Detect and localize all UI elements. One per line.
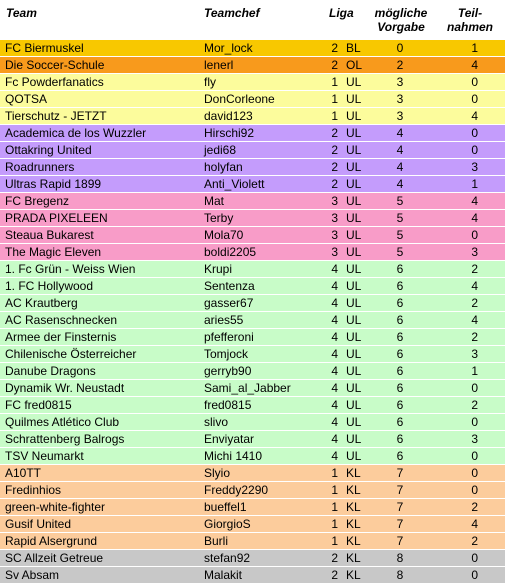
vorgabe-cell: 4 (396, 143, 404, 157)
teamchef-cell: bueffel1 (204, 500, 247, 514)
table-body (0, 40, 505, 584)
teilnahmen-cell: 2 (471, 296, 478, 310)
liga-type-cell: KL (346, 534, 361, 548)
liga-type-cell: UL (346, 279, 362, 293)
team-cell: Steaua Bukarest (5, 228, 94, 242)
teilnahmen-cell: 3 (471, 245, 478, 259)
liga-cell: 1 (331, 75, 338, 89)
table-row (0, 91, 505, 108)
liga-type-cell: UL (346, 194, 362, 208)
team-cell: Quilmes Atlético Club (5, 415, 120, 429)
liga-cell: 4 (331, 398, 338, 412)
teamchef-cell: holyfan (204, 160, 243, 174)
liga-cell: 4 (331, 279, 338, 293)
table-header (0, 0, 505, 40)
teilnahmen-cell: 0 (471, 551, 478, 565)
teamchef-cell: Malakit (204, 568, 243, 582)
liga-cell: 3 (331, 211, 338, 225)
team-cell: Ultras Rapid 1899 (5, 177, 102, 191)
teilnahmen-cell: 0 (471, 466, 478, 480)
team-cell: A10TT (5, 466, 42, 480)
vorgabe-cell: 6 (396, 330, 404, 344)
vorgabe-cell: 3 (396, 75, 404, 89)
header-teilnahmen: Teil- nahmen (446, 6, 493, 34)
liga-type-cell: KL (346, 483, 361, 497)
table-row (0, 363, 505, 380)
liga-cell: 3 (331, 194, 338, 208)
teilnahmen-cell: 0 (471, 92, 478, 106)
teamchef-cell: Slyio (204, 466, 231, 480)
table-row (0, 193, 505, 210)
teamchef-cell: gasser67 (204, 296, 254, 310)
table-row (0, 499, 505, 516)
teamchef-cell: boldi2205 (204, 245, 257, 259)
team-cell: 1. Fc Grün - Weiss Wien (5, 262, 136, 276)
teamchef-cell: Tomjock (204, 347, 249, 361)
liga-type-cell: UL (346, 92, 362, 106)
liga-cell: 4 (331, 364, 338, 378)
liga-type-cell: BL (346, 41, 361, 55)
vorgabe-cell: 5 (396, 245, 404, 259)
vorgabe-cell: 6 (396, 381, 404, 395)
teilnahmen-cell: 0 (471, 449, 478, 463)
teilnahmen-cell: 0 (471, 126, 478, 140)
teamchef-cell: Michi 1410 (204, 449, 263, 463)
liga-cell: 4 (331, 347, 338, 361)
liga-type-cell: UL (346, 245, 362, 259)
liga-cell: 2 (331, 143, 338, 157)
teamchef-cell: Mat (204, 194, 225, 208)
liga-cell: 4 (331, 296, 338, 310)
liga-type-cell: KL (346, 551, 361, 565)
teamchef-cell: jedi68 (204, 143, 237, 157)
liga-type-cell: UL (346, 449, 362, 463)
vorgabe-cell: 7 (396, 534, 404, 548)
teilnahmen-cell: 2 (471, 262, 478, 276)
teamchef-cell: DonCorleone (204, 92, 275, 106)
liga-type-cell: KL (346, 568, 361, 582)
teilnahmen-cell: 4 (471, 211, 478, 225)
vorgabe-cell: 5 (396, 211, 404, 225)
team-cell: Danube Dragons (5, 364, 96, 378)
teamchef-cell: GiorgioS (204, 517, 251, 531)
liga-cell: 4 (331, 262, 338, 276)
teilnahmen-cell: 0 (471, 143, 478, 157)
liga-type-cell: UL (346, 330, 362, 344)
teamchef-cell: Sami_al_Jabber (204, 381, 291, 395)
team-cell: TSV Neumarkt (5, 449, 84, 463)
header-team: Team (6, 6, 37, 20)
teamchef-cell: david123 (204, 109, 253, 123)
team-cell: Ottakring United (5, 143, 92, 157)
vorgabe-cell: 5 (396, 194, 404, 208)
table-row (0, 261, 505, 278)
table-row (0, 142, 505, 159)
teamchef-cell: Sentenza (204, 279, 255, 293)
vorgabe-cell: 6 (396, 449, 404, 463)
table-row (0, 57, 505, 74)
liga-type-cell: UL (346, 160, 362, 174)
liga-type-cell: UL (346, 143, 362, 157)
teamchef-cell: Terby (204, 211, 234, 225)
table-row (0, 74, 505, 91)
vorgabe-cell: 6 (396, 262, 404, 276)
vorgabe-cell: 6 (396, 398, 404, 412)
liga-cell: 4 (331, 313, 338, 327)
liga-cell: 2 (331, 568, 338, 582)
team-cell: FC Biermuskel (5, 41, 84, 55)
vorgabe-cell: 7 (396, 466, 404, 480)
table-row (0, 414, 505, 431)
liga-cell: 3 (331, 245, 338, 259)
liga-type-cell: KL (346, 466, 361, 480)
teilnahmen-cell: 1 (471, 177, 478, 191)
table-row (0, 482, 505, 499)
liga-cell: 3 (331, 228, 338, 242)
table-row (0, 295, 505, 312)
table-row (0, 227, 505, 244)
liga-cell: 2 (331, 58, 338, 72)
liga-type-cell: KL (346, 500, 361, 514)
liga-cell: 1 (331, 109, 338, 123)
liga-type-cell: UL (346, 381, 362, 395)
team-cell: The Magic Eleven (5, 245, 102, 259)
teilnahmen-cell: 4 (471, 517, 478, 531)
team-cell: Sv Absam (5, 568, 60, 582)
vorgabe-cell: 6 (396, 415, 404, 429)
team-cell: Academica de los Wuzzler (5, 126, 147, 140)
vorgabe-cell: 5 (396, 228, 404, 242)
teamchef-cell: Burli (204, 534, 229, 548)
table-row (0, 346, 505, 363)
team-cell: SC Allzeit Getreue (5, 551, 104, 565)
vorgabe-cell: 6 (396, 364, 404, 378)
liga-cell: 1 (331, 517, 338, 531)
liga-type-cell: UL (346, 177, 362, 191)
liga-type-cell: UL (346, 211, 362, 225)
table-row (0, 329, 505, 346)
table-row (0, 567, 505, 584)
vorgabe-cell: 4 (396, 160, 404, 174)
liga-cell: 1 (331, 466, 338, 480)
liga-cell: 2 (331, 160, 338, 174)
vorgabe-cell: 6 (396, 432, 404, 446)
team-cell: PRADA PIXELEEN (5, 211, 108, 225)
teilnahmen-cell: 1 (471, 41, 478, 55)
header-teamchef: Teamchef (204, 6, 260, 20)
table-row (0, 465, 505, 482)
liga-cell: 4 (331, 330, 338, 344)
liga-type-cell: UL (346, 347, 362, 361)
teamchef-cell: pfefferoni (204, 330, 254, 344)
liga-type-cell: UL (346, 296, 362, 310)
teamchef-cell: Freddy2290 (204, 483, 269, 497)
vorgabe-cell: 8 (396, 568, 404, 582)
vorgabe-cell: 4 (396, 177, 404, 191)
liga-cell: 1 (331, 500, 338, 514)
teilnahmen-cell: 0 (471, 381, 478, 395)
vorgabe-cell: 3 (396, 92, 404, 106)
teilnahmen-cell: 0 (471, 568, 478, 582)
liga-type-cell: UL (346, 262, 362, 276)
team-cell: Roadrunners (5, 160, 75, 174)
header-vorgabe: mögliche Vorgabe (374, 6, 428, 34)
table-row (0, 176, 505, 193)
table-row (0, 397, 505, 414)
team-cell: Gusif United (5, 517, 72, 531)
table-row (0, 125, 505, 142)
vorgabe-cell: 8 (396, 551, 404, 565)
teamchef-cell: aries55 (204, 313, 244, 327)
vorgabe-cell: 7 (396, 483, 404, 497)
liga-cell: 1 (331, 92, 338, 106)
liga-cell: 1 (331, 483, 338, 497)
teamchef-cell: fly (204, 75, 216, 89)
teilnahmen-cell: 2 (471, 534, 478, 548)
liga-type-cell: OL (346, 58, 363, 72)
liga-cell: 2 (331, 177, 338, 191)
liga-cell: 4 (331, 415, 338, 429)
teamchef-cell: slivo (204, 415, 229, 429)
teilnahmen-cell: 3 (471, 347, 478, 361)
liga-type-cell: UL (346, 75, 362, 89)
teilnahmen-cell: 0 (471, 483, 478, 497)
teilnahmen-cell: 2 (471, 330, 478, 344)
liga-type-cell: UL (346, 415, 362, 429)
team-cell: Rapid Alsergrund (5, 534, 98, 548)
liga-cell: 1 (331, 534, 338, 548)
table-row (0, 533, 505, 550)
liga-type-cell: UL (346, 109, 362, 123)
team-cell: Die Soccer-Schule (5, 58, 105, 72)
teamchef-cell: gerryb90 (204, 364, 252, 378)
table-row (0, 380, 505, 397)
vorgabe-cell: 7 (396, 517, 404, 531)
team-cell: Chilenische Österreicher (5, 347, 137, 361)
teamchef-cell: stefan92 (204, 551, 251, 565)
table-row (0, 550, 505, 567)
vorgabe-cell: 7 (396, 500, 404, 514)
team-cell: Fredinhios (5, 483, 62, 497)
liga-type-cell: UL (346, 126, 362, 140)
teilnahmen-cell: 0 (471, 75, 478, 89)
liga-cell: 2 (331, 41, 338, 55)
team-cell: FC fred0815 (5, 398, 72, 412)
team-cell: AC Rasenschnecken (5, 313, 118, 327)
teilnahmen-cell: 0 (471, 228, 478, 242)
teilnahmen-cell: 2 (471, 500, 478, 514)
liga-type-cell: UL (346, 398, 362, 412)
teilnahmen-cell: 2 (471, 398, 478, 412)
teilnahmen-cell: 4 (471, 58, 478, 72)
teamchef-cell: Hirschi92 (204, 126, 255, 140)
teilnahmen-cell: 4 (471, 194, 478, 208)
teilnahmen-cell: 1 (471, 364, 478, 378)
team-cell: QOTSA (5, 92, 48, 106)
vorgabe-cell: 6 (396, 313, 404, 327)
header-liga: Liga (329, 6, 354, 20)
teilnahmen-cell: 4 (471, 313, 478, 327)
teamchef-cell: fred0815 (204, 398, 252, 412)
vorgabe-cell: 3 (396, 109, 404, 123)
vorgabe-cell: 2 (396, 58, 404, 72)
teamchef-cell: Krupi (204, 262, 233, 276)
liga-type-cell: KL (346, 517, 361, 531)
teamchef-cell: lenerl (204, 58, 234, 72)
teamchef-cell: Mola70 (204, 228, 244, 242)
table-row (0, 431, 505, 448)
vorgabe-cell: 6 (396, 296, 404, 310)
teamchef-cell: Enviyatar (204, 432, 255, 446)
liga-cell: 4 (331, 381, 338, 395)
teilnahmen-cell: 0 (471, 415, 478, 429)
liga-cell: 4 (331, 449, 338, 463)
vorgabe-cell: 4 (396, 126, 404, 140)
teilnahmen-cell: 3 (471, 160, 478, 174)
table-row (0, 159, 505, 176)
teamchef-cell: Mor_lock (204, 41, 253, 55)
team-cell: FC Bregenz (5, 194, 70, 208)
table-row (0, 210, 505, 227)
table-row (0, 108, 505, 125)
team-cell: Dynamik Wr. Neustadt (5, 381, 125, 395)
team-cell: Fc Powderfanatics (5, 75, 104, 89)
table-row (0, 244, 505, 261)
liga-type-cell: UL (346, 432, 362, 446)
team-cell: Armee der Finsternis (5, 330, 117, 344)
teamchef-cell: Anti_Violett (204, 177, 265, 191)
table-row (0, 40, 505, 57)
table-row (0, 278, 505, 295)
table-row (0, 516, 505, 533)
team-cell: Tierschutz - JETZT (5, 109, 107, 123)
teilnahmen-cell: 4 (471, 279, 478, 293)
teilnahmen-cell: 3 (471, 432, 478, 446)
liga-cell: 2 (331, 126, 338, 140)
teilnahmen-cell: 4 (471, 109, 478, 123)
liga-type-cell: UL (346, 228, 362, 242)
table-row (0, 312, 505, 329)
vorgabe-cell: 6 (396, 347, 404, 361)
vorgabe-cell: 6 (396, 279, 404, 293)
team-cell: 1. FC Hollywood (5, 279, 94, 293)
liga-cell: 4 (331, 432, 338, 446)
team-cell: AC Krautberg (5, 296, 78, 310)
liga-cell: 2 (331, 551, 338, 565)
liga-type-cell: UL (346, 364, 362, 378)
vorgabe-cell: 0 (396, 41, 404, 55)
team-cell: green-white-fighter (5, 500, 106, 514)
team-cell: Schrattenberg Balrogs (5, 432, 125, 446)
table-row (0, 448, 505, 465)
liga-type-cell: UL (346, 313, 362, 327)
